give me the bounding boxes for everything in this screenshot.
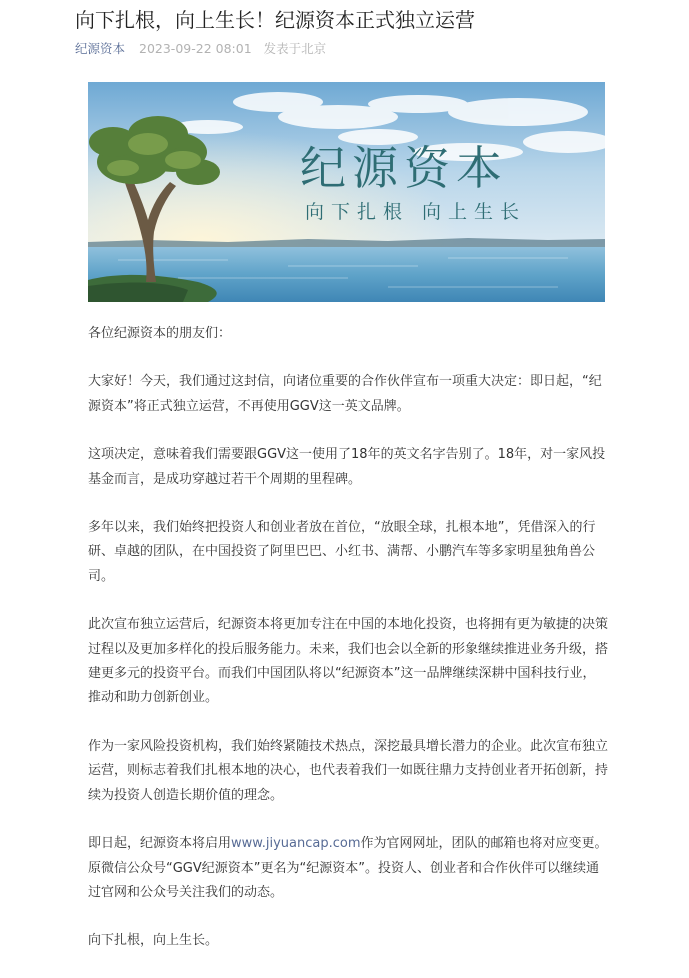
paragraph-text: 作为官网网址，团队的邮箱也将对应变更。原微信公众号“GGV纪源资本”更名为“纪源资本”。投资人、创业者和合作伙伴可以继续通过官网和公众号关注我们的动态。	[88, 836, 608, 900]
paragraph: 多年以来，我们始终把投资人和创业者放在首位，“放眼全球，扎根本地”，凭借深入的行研、卓越的团队，在中国投资了阿里巴巴、小红书、满帮、小鹏汽车等多家明星独角兽公司。	[88, 520, 596, 584]
banner-image	[88, 82, 605, 302]
website-link[interactable]: www.jiyuancap.com	[231, 836, 361, 852]
account-name-link[interactable]: 纪源资本	[75, 41, 126, 56]
publish-time: 2023-09-22 08:01	[139, 41, 252, 56]
article-title: 向下扎根，向上生长！纪源资本正式独立运营	[75, 8, 475, 32]
paragraph: 作为一家风险投资机构，我们始终紧随技术热点，深挖最具增长潜力的企业。此次宣布独立运营，则标志着我们扎根本地的决心，也代表着我们一如既往鼎力支持创业者开拓创新，持续为投资人创造长期价值的理念。	[88, 738, 609, 803]
banner-slogan: 向下扎根 向上生长	[305, 201, 527, 223]
publish-location: 发表于北京	[263, 41, 327, 56]
paragraph-closing: 向下扎根，向上生长。	[88, 933, 219, 949]
article-body	[88, 322, 608, 978]
paragraph: 这项决定，意味着我们需要跟GGV这一使用了18年的英文名字告别了。18年，对一家风投基金而言，是成功穿越过若干个周期的里程碑。	[88, 447, 606, 487]
paragraph: 大家好！今天，我们通过这封信，向诸位重要的合作伙伴宣布一项重大决定：即日起，“纪源资本”将正式独立运营，不再使用GGV这一英文品牌。	[88, 374, 602, 414]
paragraph-text: 即日起，纪源资本将启用	[88, 836, 232, 852]
paragraph: 此次宣布独立运营后，纪源资本将更加专注在中国的本地化投资，也将拥有更为敏捷的决策过程以及更加多样化的投后服务能力。未来，我们也会以全新的形象继续推进业务升级，搭建更多元的投资平台。而我们中国团队将以“纪源资本”这一品牌继续深耕中国科技行业，推动和助力创新创业。	[88, 617, 609, 706]
paragraph-website	[88, 832, 608, 905]
banner-brand-name: 纪源资本	[300, 141, 508, 195]
paragraph-greeting: 各位纪源资本的朋友们：	[88, 326, 232, 341]
article-meta	[75, 40, 334, 58]
banner-text-overlay	[88, 82, 605, 302]
